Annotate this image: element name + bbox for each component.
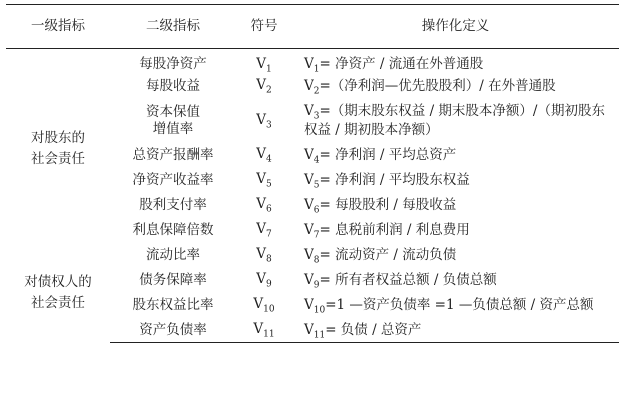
definition-cell: $V_9=$ 所有者权益总额 / 负债总额 xyxy=(304,271,497,291)
symbol-cell: $V_3$ xyxy=(256,111,272,131)
indicator-name: 股东权益比率 xyxy=(132,296,214,313)
header-level2: 二级指标 xyxy=(110,5,236,49)
group-label-line1: 对债权人的 xyxy=(24,273,92,290)
group-label-line2: 社会责任 xyxy=(31,294,85,311)
indicator-name: 每股收益 xyxy=(146,77,200,94)
definition-cell: $V_1=$ 净资产 / 流通在外普通股 xyxy=(304,56,484,75)
indicator-name: 总资产报酬率 xyxy=(132,146,214,163)
group-label-line1: 对股东的 xyxy=(31,129,85,146)
indicator-name: 资产负债率 xyxy=(110,318,236,343)
indicator-name: 股利支付率 xyxy=(139,196,207,213)
group-label-line2: 社会责任 xyxy=(31,150,85,167)
header-definition: 操作化定义 xyxy=(292,5,619,49)
table-row xyxy=(6,243,619,268)
symbol-cell: $V_6$ xyxy=(256,196,272,216)
group-cell-shareholders xyxy=(6,49,110,243)
indicator-name: 净资产收益率 xyxy=(132,171,214,188)
header-symbol: 符号 xyxy=(236,5,292,49)
indicator-name: 债务保障率 xyxy=(139,271,207,288)
definition-cell: $V_3=$（期末股东权益 / 期末股本净额）/（期初股东权益 / 期初股本净额） xyxy=(304,103,605,138)
symbol-cell: $V_4$ xyxy=(256,146,272,166)
definition-cell: $V_7=$ 息税前利润 / 利息费用 xyxy=(304,221,470,241)
symbol-cell: $V_9$ xyxy=(256,271,272,291)
indicator-name: 资本保值 增值率 xyxy=(146,104,200,137)
indicator-name: 利息保障倍数 xyxy=(132,221,214,238)
header-row xyxy=(6,5,619,49)
symbol-cell: $V_{10}$ xyxy=(253,296,275,316)
definition-cell: $V_{11}=$ 负债 / 总资产 xyxy=(292,318,619,343)
definition-cell: $V_8=$ 流动资产 / 流动负债 xyxy=(304,246,457,266)
indicator-table xyxy=(6,4,619,343)
table-row xyxy=(6,49,619,74)
definition-cell: $V_5=$ 净利润 / 平均股东权益 xyxy=(304,171,470,191)
indicator-name: 流动比率 xyxy=(146,246,200,263)
symbol-cell: $V_7$ xyxy=(256,221,272,241)
group-cell-creditors xyxy=(6,243,110,343)
definition-cell: $V_{10}=1$ —资产负债率 =1 —负债总额 / 资产总额 xyxy=(304,296,594,316)
symbol-cell: $V_2$ xyxy=(256,77,272,97)
definition-cell: $V_2=$（净利润—优先股股利）/ 在外普通股 xyxy=(304,77,556,97)
header-level1: 一级指标 xyxy=(6,5,110,49)
symbol-cell: $V_1$ xyxy=(256,55,272,75)
symbol-cell: $V_{11}$ xyxy=(236,318,292,343)
definition-cell: $V_4=$ 净利润 / 平均总资产 xyxy=(304,146,457,166)
symbol-cell: $V_5$ xyxy=(256,171,272,191)
definition-cell: $V_6=$ 每股股利 / 每股收益 xyxy=(304,196,457,216)
indicator-name: 每股净资产 xyxy=(139,56,207,73)
symbol-cell: $V_8$ xyxy=(256,246,272,266)
